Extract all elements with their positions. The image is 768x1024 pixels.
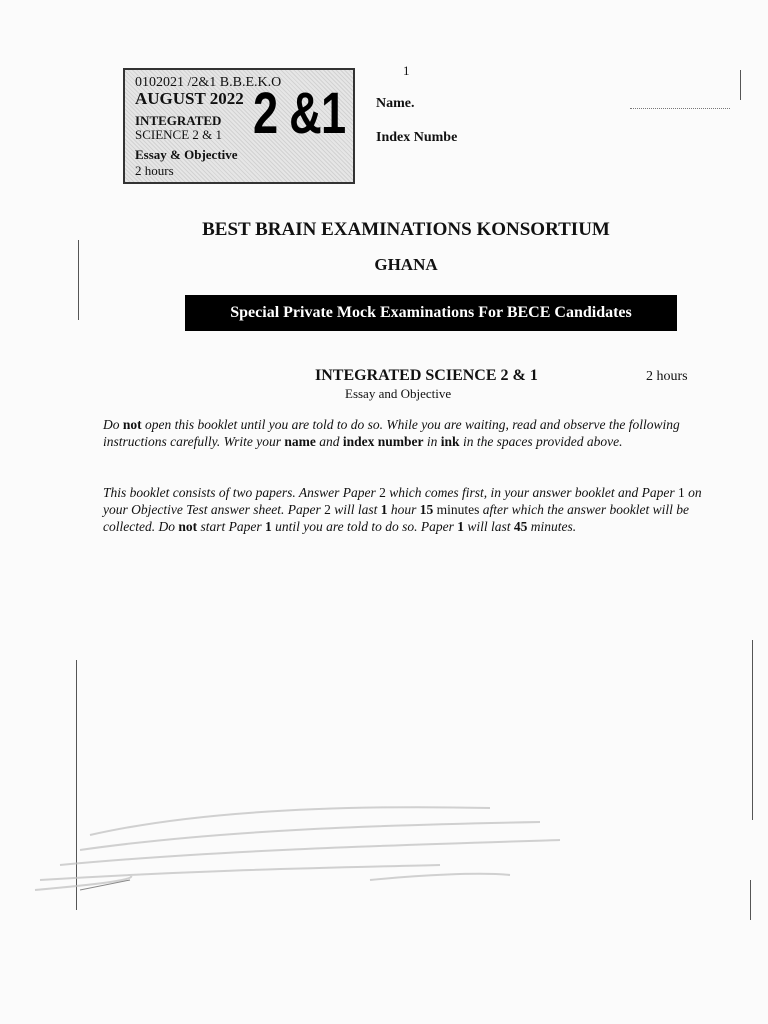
- scan-edge-mark: [78, 240, 79, 320]
- scan-edge-mark: [752, 640, 753, 820]
- exam-duration: 2 hours: [646, 369, 688, 384]
- name-label: Name.: [376, 96, 415, 111]
- name-field-line: [630, 96, 730, 109]
- stamp-code: 0102021 /2&1 B.B.E.K.O: [135, 75, 282, 90]
- exam-stamp-box: [123, 68, 355, 184]
- stamp-subject-line2: SCIENCE 2 & 1: [135, 127, 223, 142]
- stamp-duration: 2 hours: [135, 163, 174, 178]
- redaction-scribble: [20, 780, 620, 920]
- scan-edge-mark: [750, 880, 751, 920]
- index-number-label: Index Numbe: [376, 130, 458, 145]
- scan-edge-mark: [740, 70, 741, 100]
- stamp-month-year: AUGUST 2022: [135, 89, 244, 108]
- exam-subject: INTEGRATED SCIENCE 2 & 1: [315, 367, 538, 384]
- exam-banner: Special Private Mock Examinations For BECE Candidates: [185, 295, 677, 331]
- stamp-paper-type: Essay & Objective: [135, 147, 238, 162]
- instructions-paragraph-1: Do not open this booklet until you are told to do so. While you are waiting, read and observe the following instructions carefully. Write your name and index number in ink in the spaces provided above.: [103, 417, 680, 449]
- stamp-big-label: 2 &1: [253, 81, 346, 146]
- organization-country: GHANA: [374, 255, 438, 274]
- organization-name: BEST BRAIN EXAMINATIONS KONSORTIUM: [202, 219, 610, 240]
- stamp-subject-line1: INTEGRATED: [135, 113, 222, 128]
- page-number: 1: [403, 63, 410, 78]
- instructions-paragraph-2: This booklet consists of two papers. Answer Paper 2 which comes first, in your answer booklet and Paper 1 on your Objective Test answer sheet. Paper 2 will last 1 hour 15 minutes after which the answer booklet will be collected. Do not start Paper 1 until you are told to do so. Paper 1 will last 45 minutes.: [103, 485, 702, 534]
- exam-paper-type: Essay and Objective: [345, 386, 452, 401]
